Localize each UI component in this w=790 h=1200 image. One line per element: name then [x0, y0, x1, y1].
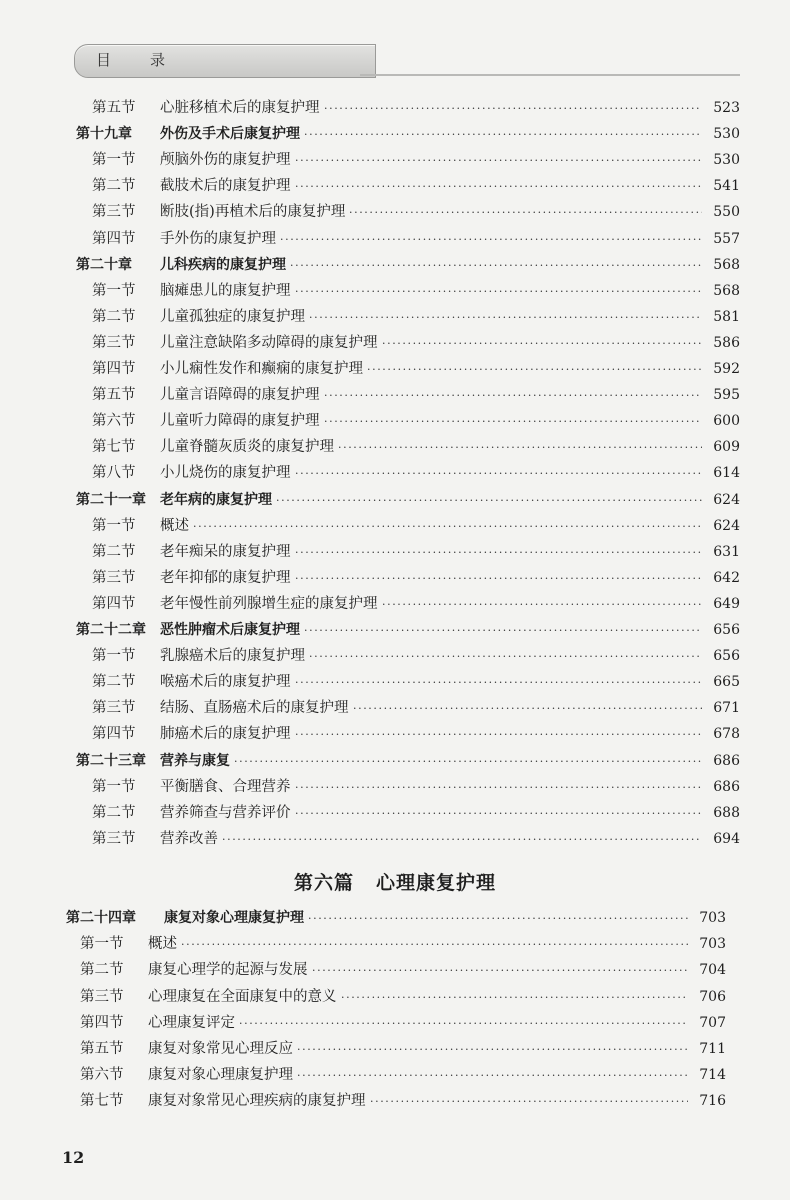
toc-section-entry[interactable]	[0, 827, 790, 851]
toc-section-entry[interactable]	[0, 722, 790, 746]
dot-leader	[297, 1063, 688, 1088]
toc-section-entry[interactable]	[0, 357, 790, 381]
entry-number: 第七节	[80, 1093, 124, 1110]
dot-leader	[349, 200, 702, 225]
entry-number: 第二节	[92, 178, 136, 195]
entry-title: 营养筛查与营养评价	[160, 804, 291, 821]
header-title: 目 录	[96, 51, 178, 69]
entry-page: 624	[713, 517, 740, 534]
toc-section-entry[interactable]	[0, 644, 790, 668]
dot-leader	[295, 461, 702, 486]
dot-leader	[295, 279, 702, 304]
dot-leader	[295, 722, 702, 747]
dot-leader	[324, 409, 702, 434]
toc-section-entry[interactable]	[0, 383, 790, 407]
toc-section-entry[interactable]	[0, 1037, 790, 1061]
entry-number: 第八节	[92, 465, 136, 482]
dot-leader	[193, 514, 702, 539]
entry-title: 康复对象心理康复护理	[164, 910, 304, 926]
entry-page: 642	[713, 569, 740, 586]
entry-number: 第一节	[92, 282, 136, 299]
dot-leader	[295, 775, 702, 800]
entry-page: 665	[713, 674, 740, 691]
toc-chapter-entry[interactable]	[0, 488, 790, 512]
entry-number: 第十九章	[76, 126, 132, 143]
entry-number: 第四节	[92, 595, 136, 612]
entry-page: 649	[713, 595, 740, 612]
entry-number: 第二十三章	[76, 752, 146, 769]
dot-leader	[222, 827, 702, 852]
entry-page: 704	[699, 962, 726, 979]
entry-page: 541	[713, 178, 740, 195]
dot-leader	[304, 618, 702, 643]
entry-page: 714	[699, 1067, 726, 1084]
entry-title: 儿科疾病的康复护理	[160, 256, 286, 273]
entry-page: 688	[713, 804, 740, 821]
entry-number: 第二节	[92, 308, 136, 325]
entry-page: 707	[699, 1014, 726, 1031]
toc-section-entry[interactable]	[0, 958, 790, 982]
entry-title: 心理康复在全面康复中的意义	[148, 988, 337, 1005]
toc-section-entry[interactable]	[0, 174, 790, 198]
entry-number: 第五节	[92, 100, 136, 116]
toc-section-entry[interactable]	[0, 1063, 790, 1087]
toc-section-entry[interactable]	[0, 775, 790, 799]
entry-page: 703	[699, 936, 726, 953]
entry-title: 断肢(指)再植术后的康复护理	[160, 204, 346, 221]
entry-title: 老年痴呆的康复护理	[160, 543, 291, 560]
entry-number: 第一节	[92, 648, 136, 665]
entry-title: 肺癌术后的康复护理	[160, 726, 291, 743]
entry-page: 624	[713, 491, 740, 508]
dot-leader	[276, 488, 702, 513]
entry-page: 568	[713, 256, 740, 273]
part-title: 心理康复护理	[376, 872, 497, 894]
entry-number: 第一节	[92, 517, 136, 534]
entry-title: 老年病的康复护理	[160, 491, 272, 508]
dot-leader	[324, 96, 702, 121]
toc-section-entry[interactable]	[0, 279, 790, 303]
entry-number: 第二节	[80, 962, 124, 979]
dot-leader	[239, 1011, 688, 1036]
dot-leader	[312, 958, 688, 983]
entry-title: 儿童注意缺陷多动障碍的康复护理	[160, 334, 378, 351]
header-rule	[360, 74, 740, 76]
entry-page: 631	[713, 543, 740, 560]
dot-leader	[234, 749, 702, 774]
toc-chapter-entry[interactable]	[0, 906, 790, 930]
toc-section-entry[interactable]	[0, 200, 790, 224]
entry-title: 康复对象常见心理反应	[148, 1041, 293, 1057]
dot-leader	[309, 305, 702, 330]
entry-title: 脑瘫患儿的康复护理	[160, 282, 291, 299]
entry-title: 营养与康复	[160, 752, 230, 769]
entry-title: 康复心理学的起源与发展	[148, 962, 308, 979]
entry-title: 小儿痫性发作和癫痫的康复护理	[160, 361, 363, 377]
dot-leader	[295, 174, 702, 199]
entry-number: 第五节	[80, 1041, 124, 1057]
entry-title: 颅脑外伤的康复护理	[160, 152, 291, 169]
dot-leader	[382, 331, 702, 356]
entry-number: 第六节	[80, 1067, 124, 1084]
dot-leader	[324, 383, 702, 408]
entry-title: 结肠、直肠癌术后的康复护理	[160, 700, 349, 717]
entry-number: 第三节	[92, 569, 136, 586]
entry-title: 喉癌术后的康复护理	[160, 674, 291, 691]
entry-number: 第一节	[92, 778, 136, 795]
dot-leader	[338, 435, 702, 460]
entry-title: 乳腺癌术后的康复护理	[160, 648, 305, 665]
entry-title: 儿童孤独症的康复护理	[160, 308, 305, 325]
entry-number: 第三节	[92, 700, 136, 717]
toc-section-entry[interactable]	[0, 566, 790, 590]
entry-page: 671	[713, 700, 740, 717]
part-heading	[0, 868, 790, 895]
toc-section-entry[interactable]	[0, 1011, 790, 1035]
dot-leader	[280, 227, 702, 252]
dot-leader	[304, 122, 702, 147]
entry-page: 716	[699, 1093, 726, 1110]
dot-leader	[382, 592, 702, 617]
entry-title: 截肢术后的康复护理	[160, 178, 291, 195]
entry-number: 第六节	[92, 413, 136, 430]
dot-leader	[367, 357, 702, 382]
entry-number: 第四节	[92, 361, 136, 377]
dot-leader	[297, 1037, 688, 1062]
entry-number: 第三节	[80, 988, 124, 1005]
entry-title: 儿童言语障碍的康复护理	[160, 387, 320, 404]
part-number: 第六篇	[293, 872, 354, 894]
entry-number: 第二十四章	[66, 910, 136, 926]
entry-page: 703	[699, 910, 726, 926]
entry-page: 557	[713, 230, 740, 247]
toc-section-entry[interactable]	[0, 96, 790, 120]
toc-section-entry[interactable]	[0, 670, 790, 694]
entry-number: 第二节	[92, 543, 136, 560]
entry-title: 概述	[160, 517, 189, 534]
entry-number: 第二十一章	[76, 491, 146, 508]
dot-leader	[295, 148, 702, 173]
entry-title: 儿童脊髓灰质炎的康复护理	[160, 439, 334, 456]
entry-page: 600	[713, 413, 740, 430]
dot-leader	[341, 985, 688, 1010]
entry-number: 第五节	[92, 387, 136, 404]
entry-number: 第二节	[92, 804, 136, 821]
toc-section-entry[interactable]	[0, 461, 790, 485]
entry-title: 手外伤的康复护理	[160, 230, 276, 247]
dot-leader	[308, 906, 688, 931]
entry-page: 656	[713, 622, 740, 638]
toc-section-entry[interactable]	[0, 1089, 790, 1113]
dot-leader	[295, 801, 702, 826]
entry-title: 心脏移植术后的康复护理	[160, 100, 320, 116]
toc-chapter-entry[interactable]	[0, 749, 790, 773]
entry-number: 第二十章	[76, 256, 132, 273]
entry-page: 586	[713, 334, 740, 351]
entry-page: 595	[713, 387, 740, 404]
dot-leader	[309, 644, 702, 669]
toc-section-entry[interactable]	[0, 227, 790, 251]
entry-page: 592	[713, 361, 740, 377]
entry-page: 550	[713, 204, 740, 221]
entry-number: 第四节	[92, 726, 136, 743]
entry-number: 第四节	[92, 230, 136, 247]
dot-leader	[295, 540, 702, 565]
toc-chapter-entry[interactable]	[0, 618, 790, 642]
entry-number: 第二节	[92, 674, 136, 691]
entry-page: 614	[713, 465, 740, 482]
entry-page: 581	[713, 308, 740, 325]
entry-page: 711	[699, 1041, 726, 1057]
toc-section-entry[interactable]	[0, 801, 790, 825]
toc-chapter-entry[interactable]	[0, 253, 790, 277]
dot-leader	[353, 696, 702, 721]
dot-leader	[370, 1089, 688, 1114]
entry-title: 恶性肿瘤术后康复护理	[160, 622, 300, 638]
entry-page: 706	[699, 988, 726, 1005]
dot-leader	[295, 670, 702, 695]
entry-title: 心理康复评定	[148, 1014, 235, 1031]
entry-number: 第二十二章	[76, 622, 146, 638]
entry-page: 656	[713, 648, 740, 665]
entry-title: 老年抑郁的康复护理	[160, 569, 291, 586]
toc-section-entry[interactable]	[0, 331, 790, 355]
toc-section-entry[interactable]	[0, 409, 790, 433]
toc-section-entry[interactable]	[0, 696, 790, 720]
toc-section-entry[interactable]	[0, 514, 790, 538]
entry-page: 686	[713, 752, 740, 769]
entry-title: 老年慢性前列腺增生症的康复护理	[160, 595, 378, 612]
dot-leader	[290, 253, 702, 278]
dot-leader	[181, 932, 688, 957]
entry-page: 530	[713, 152, 740, 169]
toc-section-entry[interactable]	[0, 305, 790, 329]
entry-title: 营养改善	[160, 830, 218, 847]
toc-chapter-entry[interactable]	[0, 122, 790, 146]
entry-number: 第一节	[80, 936, 124, 953]
entry-title: 小儿烧伤的康复护理	[160, 465, 291, 482]
toc-section-entry[interactable]	[0, 435, 790, 459]
entry-page: 686	[713, 778, 740, 795]
dot-leader	[295, 566, 702, 591]
entry-number: 第七节	[92, 439, 136, 456]
toc-section-entry[interactable]	[0, 540, 790, 564]
toc-section-entry[interactable]	[0, 592, 790, 616]
toc-section-entry[interactable]	[0, 148, 790, 172]
entry-page: 609	[713, 439, 740, 456]
entry-page: 523	[713, 100, 740, 116]
entry-number: 第三节	[92, 204, 136, 221]
page-number: 12	[62, 1148, 85, 1167]
entry-title: 儿童听力障碍的康复护理	[160, 413, 320, 430]
entry-title: 外伤及手术后康复护理	[160, 126, 300, 143]
entry-page: 678	[713, 726, 740, 743]
entry-title: 康复对象常见心理疾病的康复护理	[148, 1093, 366, 1110]
entry-number: 第一节	[92, 152, 136, 169]
entry-number: 第三节	[92, 334, 136, 351]
entry-page: 568	[713, 282, 740, 299]
entry-title: 平衡膳食、合理营养	[160, 778, 291, 795]
toc-section-entry[interactable]	[0, 932, 790, 956]
toc-section-entry[interactable]	[0, 985, 790, 1009]
entry-title: 康复对象心理康复护理	[148, 1067, 293, 1084]
entry-number: 第三节	[92, 830, 136, 847]
entry-page: 694	[713, 830, 740, 847]
entry-number: 第四节	[80, 1014, 124, 1031]
entry-title: 概述	[148, 936, 177, 953]
entry-page: 530	[713, 126, 740, 143]
